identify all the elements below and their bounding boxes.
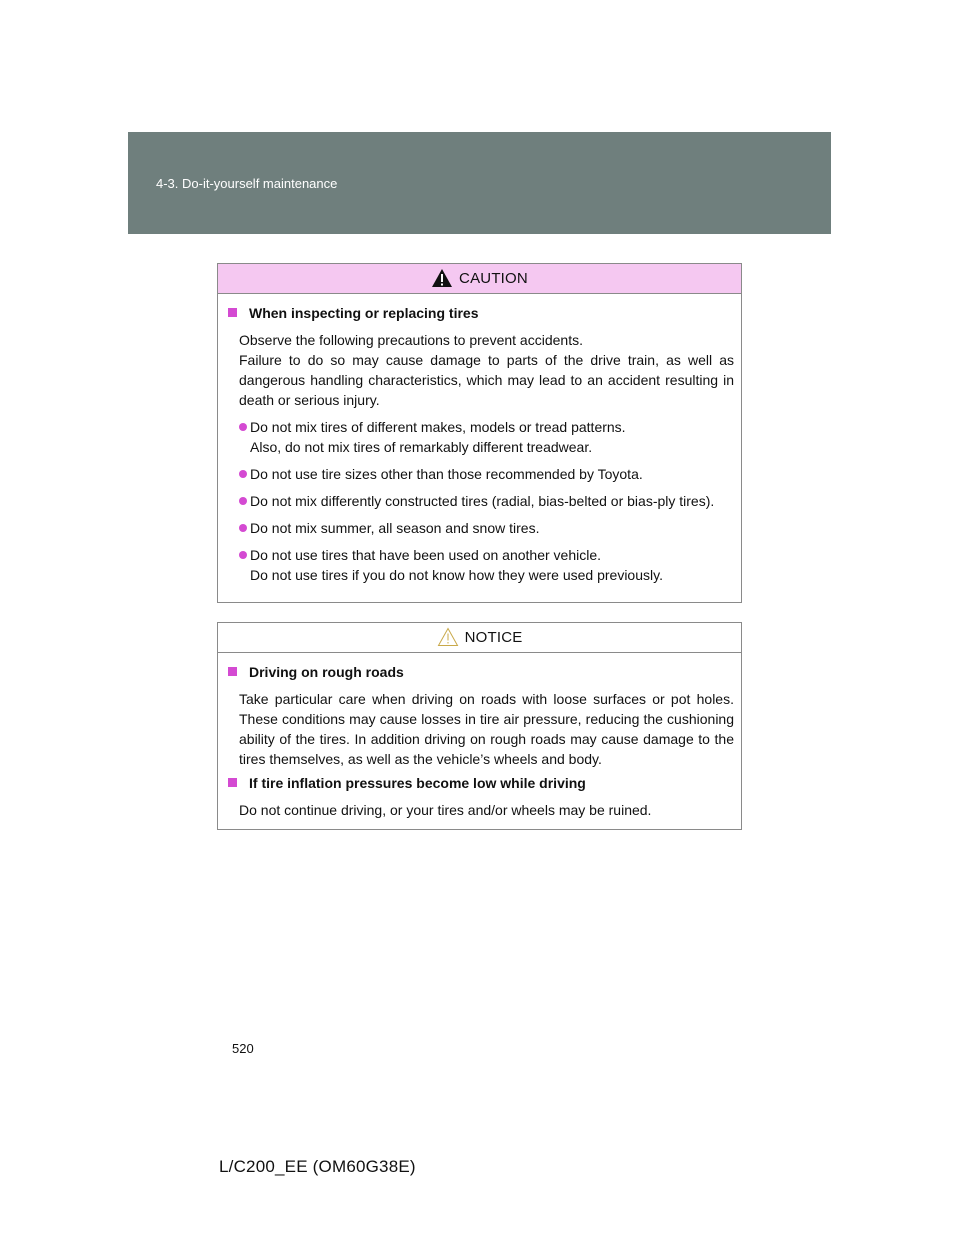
dot-bullet-icon (239, 551, 247, 559)
notice-item-heading: Driving on rough roads (228, 662, 741, 682)
caution-bullet: Do not mix differently constructed tires (radial, bias-belted or bias-ply tires). (239, 491, 734, 511)
notice-item-heading: If tire inflation pressures become low while driving (228, 773, 741, 793)
notice-title: NOTICE (464, 629, 523, 646)
caution-item-heading: When inspecting or replacing tires (228, 303, 741, 323)
caution-intro (239, 330, 734, 410)
notice-body (218, 653, 741, 820)
caution-bullet: Do not use tire sizes other than those recommended by Toyota. (239, 464, 734, 484)
dot-bullet-icon (239, 524, 247, 532)
warning-filled-icon (431, 268, 453, 288)
caution-bullet: Do not use tires that have been used on another vehicle. Do not use tires if you do not know how they were used previously. (239, 545, 734, 585)
notice-item-text: Do not continue driving, or your tires and/or wheels may be ruined. (239, 802, 652, 818)
square-bullet-icon (228, 778, 237, 787)
caution-title: CAUTION (459, 270, 528, 287)
page-number: 520 (232, 1041, 254, 1056)
notice-header (218, 623, 741, 653)
section-title: 4-3. Do-it-yourself maintenance (156, 176, 338, 191)
caution-bullet: Do not mix tires of different makes, models or tread patterns. Also, do not mix tires of remarkably different treadwear. (239, 417, 734, 457)
caution-box (217, 263, 742, 603)
document-code: L/C200_EE (OM60G38E) (219, 1157, 416, 1176)
dot-bullet-icon (239, 423, 247, 431)
caution-intro-line: Failure to do so may cause damage to parts of the drive train, as well as dangerous handling characteristics, which may lead to an accident resulting in death or serious injury. (239, 352, 734, 408)
caution-body (218, 294, 741, 585)
square-bullet-icon (228, 667, 237, 676)
caution-intro-line: Observe the following precautions to prevent accidents. (239, 332, 583, 348)
notice-item-text: Take particular care when driving on roads with loose surfaces or pot holes. These conditions may cause losses in tire air pressure, reducing the cushioning ability of the tires. In addition driving on rough roads may cause damage to the tires themselves, as well as the vehicle’s wheels and body. (239, 691, 734, 767)
caution-bullet: Do not mix summer, all season and snow tires. (239, 518, 734, 538)
warning-outline-icon (437, 627, 459, 647)
dot-bullet-icon (239, 470, 247, 478)
square-bullet-icon (228, 308, 237, 317)
caution-header (218, 264, 741, 294)
dot-bullet-icon (239, 497, 247, 505)
header-bar (128, 132, 831, 234)
notice-box (217, 622, 742, 830)
